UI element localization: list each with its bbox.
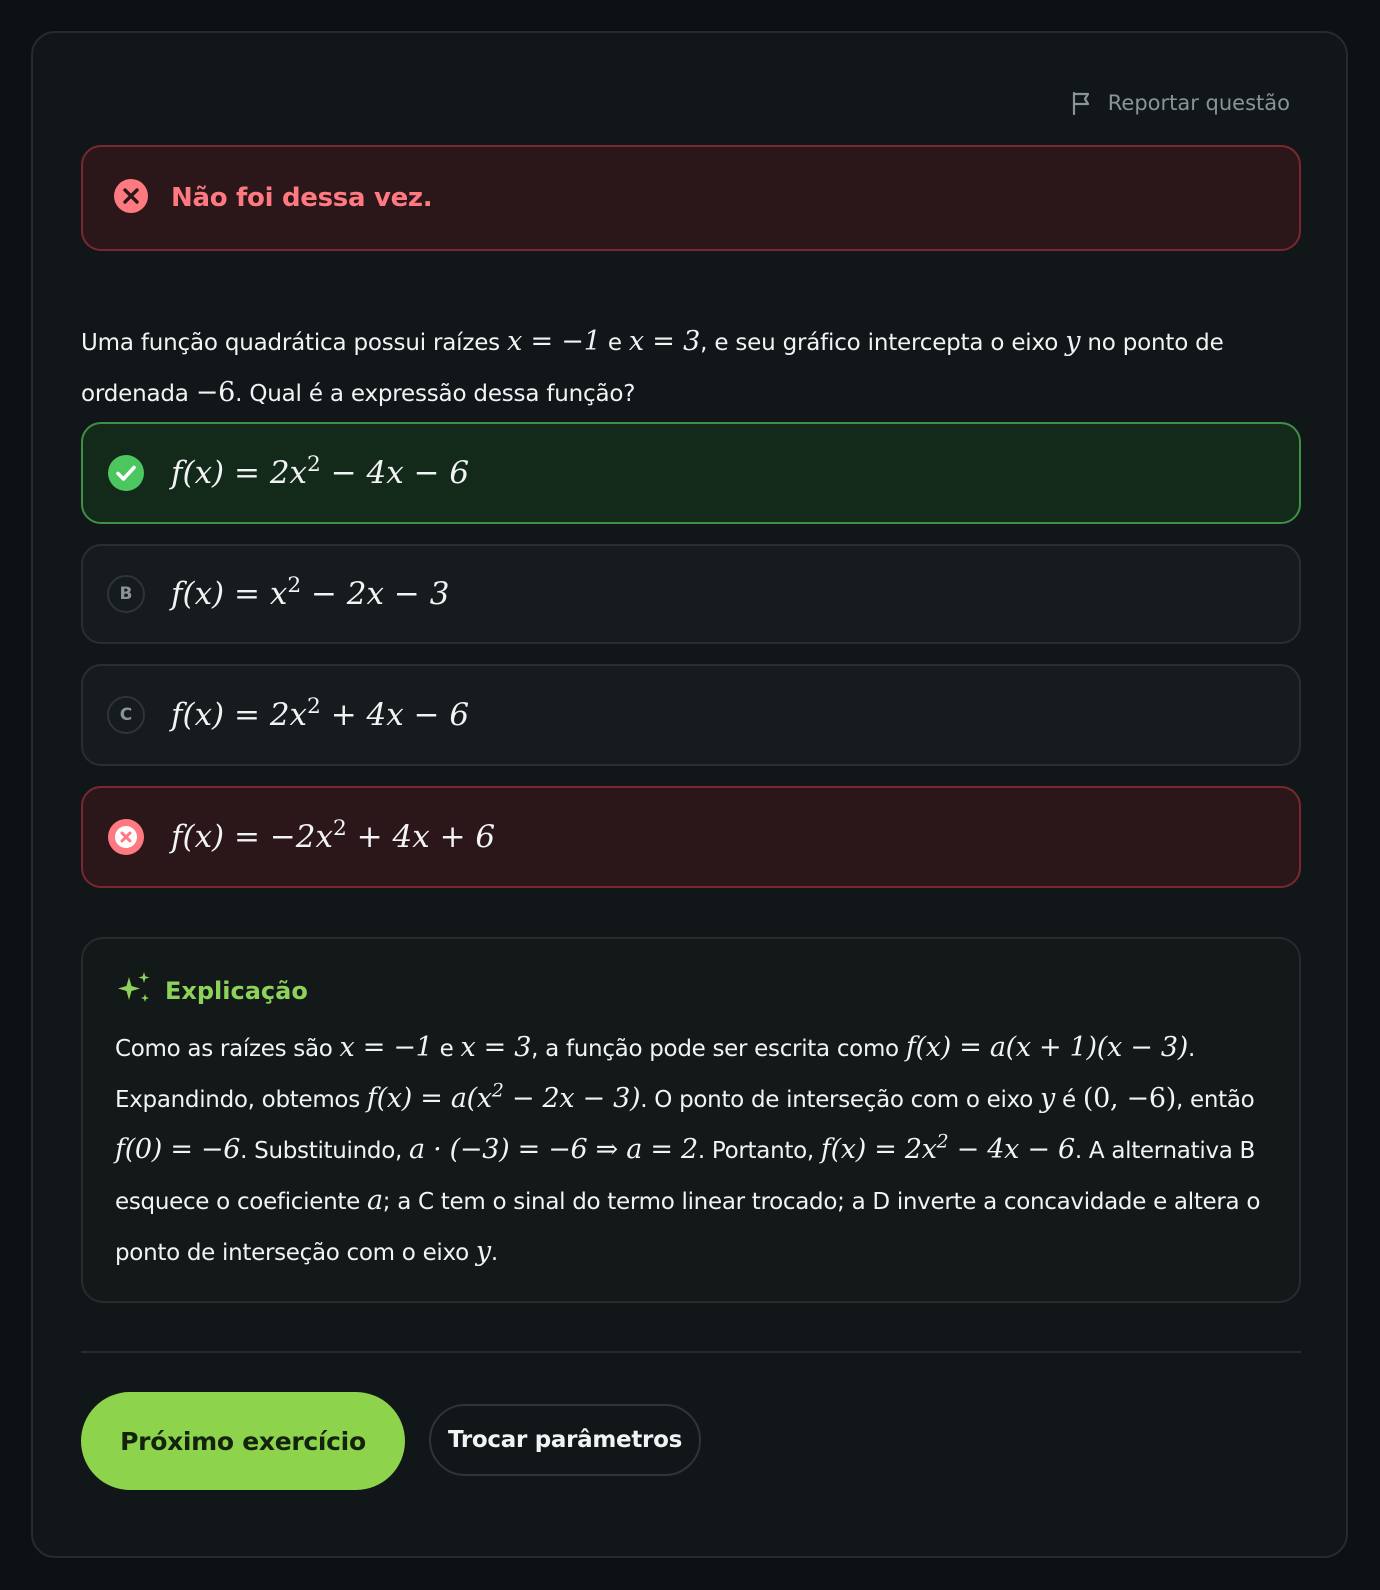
- next-exercise-button[interactable]: Próximo exercício: [81, 1392, 405, 1490]
- option-formula: $f(x) = x^2 - 2x - 3$: [171, 573, 450, 612]
- math-inline: y: [1065, 326, 1081, 357]
- explanation-panel: [81, 937, 1301, 1303]
- option-formula: $f(x) = 2x^2 + 4x - 6$: [171, 694, 470, 733]
- x-circle-icon: [107, 818, 145, 856]
- report-label: Reportar questão: [1107, 91, 1290, 115]
- divider: [81, 1351, 1301, 1353]
- x-circle-icon: [113, 178, 149, 218]
- feedback-banner: [81, 145, 1301, 251]
- feedback-text: Não foi dessa vez.: [171, 183, 433, 213]
- option-d-wrong[interactable]: [81, 786, 1301, 888]
- option-letter-badge: C: [107, 696, 145, 734]
- option-b[interactable]: [81, 544, 1301, 644]
- question-text: Uma função quadrática possui raízes x = −1 e x = 3, e seu gráfico intercepta o eixo y no ponto de ordenada −6. Qual é a expressão dessa função?: [81, 326, 1224, 408]
- explanation-header: [115, 969, 1267, 1013]
- option-letter-badge: B: [107, 575, 145, 613]
- math-inline: x = 3: [628, 326, 701, 357]
- option-formula: $f(x) = -2x^2 + 4x + 6$: [171, 816, 496, 855]
- option-a-correct[interactable]: [81, 422, 1301, 524]
- report-question-link[interactable]: [1070, 90, 1290, 116]
- check-circle-icon: [107, 454, 145, 492]
- change-parameters-button[interactable]: Trocar parâmetros: [429, 1404, 701, 1476]
- explanation-text: Como as raízes são x = −1 e x = 3, a função pode ser escrita como f(x) = a(x + 1)(x − 3). Expandindo, obtemos $f(x) = a(x^2 - 2x - 3)$. O ponto de interseção com o eixo y é (0, −6), então f(0) = −6. Substituindo, a · (−3) = −6 ⇒ a = 2. Portanto, $f(x) = 2x^2 - 4x - 6$. A alternativa B esquece o coeficiente a; a C tem o sinal do termo linear trocado; a D inverte a concavidade e altera o ponto de interseção com o eixo y.: [115, 1032, 1261, 1267]
- explanation-title: Explicação: [165, 977, 308, 1005]
- math-inline: x = −1: [507, 326, 601, 357]
- sparkles-icon: [115, 969, 153, 1013]
- flag-icon: [1070, 90, 1094, 116]
- math-inline: −6: [195, 377, 236, 408]
- option-formula: $f(x) = 2x^2 - 4x - 6$: [171, 452, 470, 491]
- option-c[interactable]: [81, 664, 1301, 766]
- question-card: [31, 31, 1348, 1558]
